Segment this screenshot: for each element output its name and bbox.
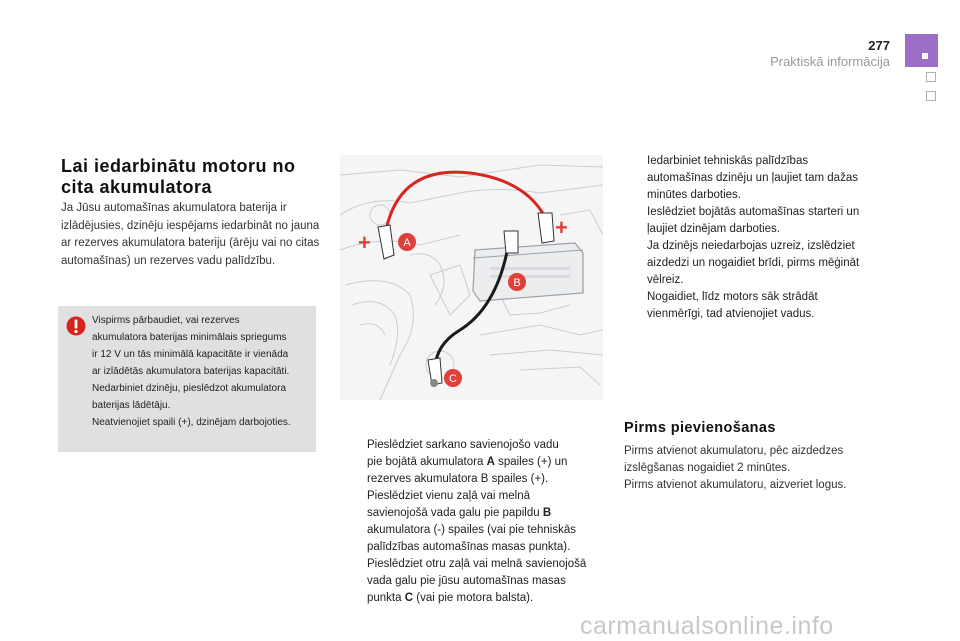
connection-steps: [344, 437, 606, 607]
list-item: Pieslēdziet otru zaļā vai melnā savienojošā vada galu pie jūsu automašīnas masas punkta C (vai pie motora balsta).: [367, 558, 587, 604]
start-steps: [624, 153, 889, 323]
list-item: Pieslēdziet vienu zaļā vai melnā savienojošā vada galu pie papildu B akumulatora (-) spailes (vai pie tehniskās palīdzības automašīnas masas punkta).: [367, 490, 577, 553]
section-tab: [926, 91, 936, 101]
section-tab: [926, 72, 936, 82]
list-item: Nogaidiet, līdz motors sāk strādāt vienmērīgi, tad atvienojiet vadus.: [647, 291, 818, 320]
label-a: A: [403, 237, 411, 249]
label-c: C: [449, 373, 457, 385]
list-item: Pieslēdziet sarkano savienojošo vadu pie bojātā akumulatora A spailes (+) un rezerves akumulatora B spailes (+).: [367, 439, 568, 485]
warning-box: [58, 306, 316, 452]
warning-paragraph: Neatvienojiet spaili (+), dzinējam darbojoties.: [92, 417, 291, 428]
watermark: carmanualsonline.info: [580, 612, 834, 640]
warning-text: [92, 312, 310, 431]
plus-sign: +: [358, 230, 371, 255]
plus-sign: +: [555, 215, 568, 240]
paragraph: Pirms atvienot akumulatoru, aizveriet logus.: [624, 479, 847, 491]
page-number: 277: [868, 38, 890, 53]
list-item: Iedarbiniet tehniskās palīdzības automašīnas dzinēju un ļaujiet tam dažas minūtes darboties.: [647, 155, 858, 201]
pre-connection-text: [624, 443, 894, 494]
section-title: Praktiskā informācija: [770, 54, 890, 69]
list-item: Ieslēdziet bojātās automašīnas starteri un ļaujiet dzinējam darboties. Ja dzinējs neiedarbojas uzreiz, izslēdziet aizdedzi un nogaidiet brīdi, pirms mēģināt vēlreiz.: [647, 206, 860, 286]
red-cable: [386, 172, 545, 230]
label-b: B: [513, 277, 521, 289]
section-tab-active: [905, 34, 938, 67]
warning-paragraph: Vispirms pārbaudiet, vai rezerves akumulatora baterijas minimālais spriegums ir 12 V un tās minimālā kapacitāte ir vienāda ar izlādētās akumulatora baterijas kapacitāti.: [92, 315, 290, 377]
warning-icon: [66, 316, 86, 336]
warning-paragraph: Nedarbiniet dzinēju, pieslēdzot akumulatora baterijas lādētāju.: [92, 383, 287, 411]
jump-start-illustration: [340, 155, 603, 400]
intro-text: Ja Jūsu automašīnas akumulatora baterija ir izlādējusies, dzinēju iespējams iedarbināt no jauna ar rezerves akumulatora bateriju (ārēju vai no citas automašīnas) un rezerves vadu palīdzību.: [61, 202, 320, 267]
section-heading: Pirms pievienošanas: [624, 420, 776, 436]
paragraph: Pirms atvienot akumulatoru, pēc aizdedzes izslēgšanas nogaidiet 2 minūtes.: [624, 445, 844, 474]
page-title: Lai iedarbinātu motoru no cita akumulatora: [61, 156, 296, 197]
rescue-battery: [473, 243, 583, 301]
